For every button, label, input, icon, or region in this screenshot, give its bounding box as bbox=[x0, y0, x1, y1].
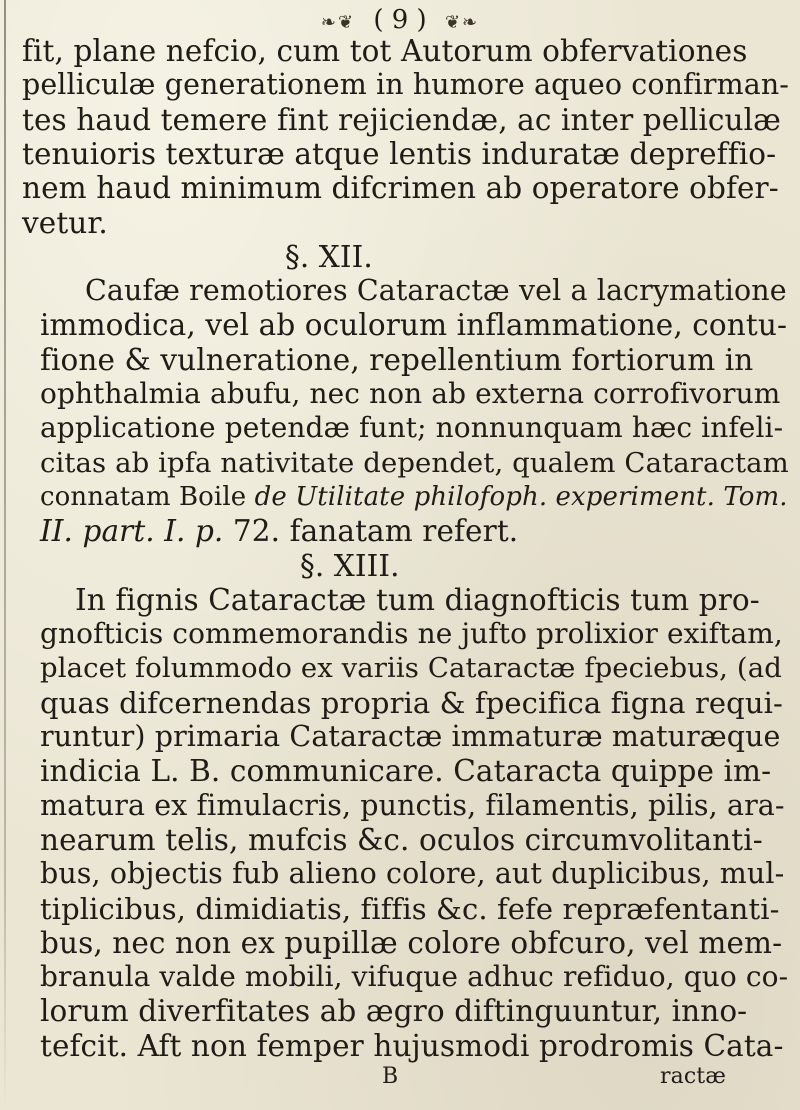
text-line: vetur. bbox=[22, 205, 108, 240]
text-line: ophthalmia abufu, nec non ab externa corrofivorum bbox=[40, 377, 781, 410]
text-line: tenuioris texturæ atque lentis induratæ depreffio- bbox=[22, 136, 777, 171]
text-run: connatam Boile bbox=[40, 481, 255, 512]
text-line: nem haud minimum difcrimen ab operatore obfer- bbox=[22, 171, 779, 206]
page-header bbox=[0, 2, 800, 38]
ornament-right-icon: ❦❧ bbox=[444, 12, 480, 33]
text-line: matura ex fimulacris, punctis, filamentis, pilis, ara- bbox=[40, 788, 785, 822]
text-line bbox=[40, 514, 518, 548]
text-line: indicia L. B. communicare. Cataracta quippe im- bbox=[40, 754, 772, 789]
text-line: runtur) primaria Cataractæ immaturæ maturæque bbox=[40, 720, 781, 753]
text-line: Caufæ remotiores Cataractæ vel a lacrymatione bbox=[85, 274, 787, 308]
text-run: 72. fanatam refert. bbox=[223, 514, 519, 549]
text-line: tiplicibus, dimidiatis, fiffis &c. fefe repræfentanti- bbox=[40, 891, 780, 926]
page-edge-rule bbox=[4, 0, 6, 1110]
text-line: tes haud temere fint rejiciendæ, ac inter pelliculæ bbox=[22, 102, 782, 137]
text-line: bus, nec non ex pupillæ colore obfcuro, vel mem- bbox=[40, 925, 783, 960]
text-line: tefcit. Aft non femper hujusmodi prodromis Cata- bbox=[40, 1028, 784, 1063]
catchword: ractæ bbox=[660, 1064, 726, 1089]
text-line: branula valde mobili, vifuque adhuc refiduo, quo co- bbox=[40, 960, 789, 994]
ornament-left-icon: ❧❦ bbox=[320, 12, 356, 33]
text-line: quas difcernendas propria & fpecifica figna requi- bbox=[40, 685, 783, 720]
text-line: nearum telis, mufcis &c. oculos circumvolitanti- bbox=[40, 822, 763, 857]
text-line: In fignis Cataractæ tum diagnofticis tum pro- bbox=[75, 582, 760, 617]
text-line: applicatione petendæ funt; nonnunquam hæc infeli- bbox=[40, 411, 784, 445]
text-line: lorum diverfitates ab ægro diftinguuntur, inno- bbox=[40, 994, 748, 1029]
text-line: placet folummodo ex variis Cataractæ fpeciebus, (ad bbox=[40, 652, 782, 685]
text-line: immodica, vel ab oculorum inflammatione, contu- bbox=[40, 308, 788, 343]
page-number: ( 9 ) bbox=[373, 5, 427, 35]
text-line: fione & vulneratione, repellentium fortiorum in bbox=[40, 342, 754, 377]
text-line: citas ab ipfa nativitate dependet, qualem Cataractam bbox=[40, 446, 789, 479]
citation-italic: de Utilitate philofoph. experiment. Tom. bbox=[254, 481, 788, 512]
citation-italic: II. part. I. p. bbox=[40, 514, 224, 549]
section-heading: §. XII. bbox=[285, 239, 373, 274]
text-line: bus, objectis fub alieno colore, aut duplicibus, mul- bbox=[40, 857, 785, 891]
signature-mark: B bbox=[382, 1064, 399, 1089]
text-line: fit, plane nefcio, cum tot Autorum obfervationes bbox=[22, 34, 748, 68]
text-line bbox=[40, 480, 788, 514]
text-line: pelliculæ generationem in humore aqueo confirman- bbox=[22, 68, 790, 102]
section-heading: §. XIII. bbox=[300, 548, 400, 583]
text-line: gnofticis commemorandis ne jufto prolixior exiftam, bbox=[40, 617, 783, 651]
